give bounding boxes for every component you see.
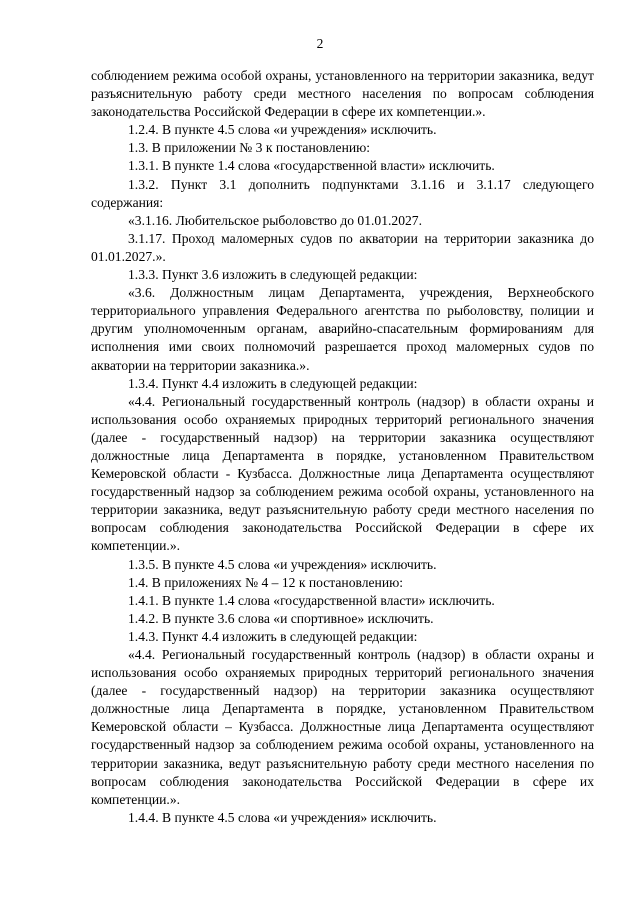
paragraph-1-4-2: 1.4.2. В пункте 3.6 слова «и спортивное» исключить.	[128, 610, 434, 626]
paragraph-1-3: 1.3. В приложении № 3 к постановлению:	[128, 140, 371, 156]
page-number: 2	[316, 36, 324, 51]
paragraph-3-1-16: «3.1.16. Любительское рыболовство до 01.01.2027.	[128, 212, 423, 228]
paragraph-1-4-3: 1.4.3. Пункт 4.4 изложить в следующей редакции:	[128, 628, 418, 644]
document-body	[91, 67, 594, 827]
paragraph-1-3-2: 1.3.2. Пункт 3.1 дополнить подпунктами 3.1.16 и 3.1.17 следующего содержания:	[91, 176, 594, 210]
paragraph-4-4-text-a: «4.4. Региональный государственный контроль (надзор) в области охраны и использования особо охраняемых природных территорий регионального значения (далее - государственный надзор) на территории заказника осуществляют должностные лица Департамента в порядке, установленном Правительством Кемеровской области - Кузбасса. Должностные лица Департамента осуществляют государственный надзор за соблюдением режима особой охраны, установленного на территории заказника, ведут разъяснительную работу среди местного населения по вопросам соблюдения законодательства Российской Федерации в сфере их компетенции.».	[91, 393, 594, 554]
paragraph-1-4-4: 1.4.4. В пункте 4.5 слова «и учреждения» исключить.	[128, 809, 437, 825]
paragraph-3-1-17: 3.1.17. Проход маломерных судов по акватории на территории заказника до 01.01.2027.».	[91, 230, 594, 264]
paragraph-continuation: соблюдением режима особой охраны, установленного на территории заказника, ведут разъяснительную работу среди местного населения по вопросам соблюдения законодательства Российской Федерации в сфере их компетенции.».	[91, 68, 594, 120]
paragraph-1-3-1: 1.3.1. В пункте 1.4 слова «государственной власти» исключить.	[128, 158, 495, 174]
paragraph-1-4: 1.4. В приложениях № 4 – 12 к постановлению:	[128, 574, 404, 590]
paragraph-3-6-text: «3.6. Должностным лицам Департамента, учреждения, Верхнеобского территориального управления Федерального агентства по рыболовству, полиции и другим уполномоченным органам, аварийно-спасательным формированиям для исполнения ими своих полномочий разрешается проход маломерных судов по акватории на территории заказника.».	[91, 285, 594, 373]
paragraph-1-3-5: 1.3.5. В пункте 4.5 слова «и учреждения» исключить.	[128, 556, 437, 572]
paragraph-4-4-text-b: «4.4. Региональный государственный контроль (надзор) в области охраны и использования особо охраняемых природных территорий регионального значения (далее - государственный надзор) на территории заказника осуществляют должностные лица Департамента в порядке, установленном Правительством Кемеровской области – Кузбасса. Должностные лица Департамента осуществляют государственный надзор за соблюдением режима особой охраны, установленного на территории заказника, ведут разъяснительную работу среди местного населения по вопросам соблюдения законодательства Российской Федерации в сфере их компетенции.».	[91, 647, 594, 807]
paragraph-1-3-4: 1.3.4. Пункт 4.4 изложить в следующей редакции:	[128, 375, 418, 391]
paragraph-1-3-3: 1.3.3. Пункт 3.6 изложить в следующей редакции:	[128, 267, 418, 283]
paragraph-1-2-4: 1.2.4. В пункте 4.5 слова «и учреждения» исключить.	[128, 122, 437, 138]
paragraph-1-4-1: 1.4.1. В пункте 1.4 слова «государственной власти» исключить.	[128, 592, 495, 608]
